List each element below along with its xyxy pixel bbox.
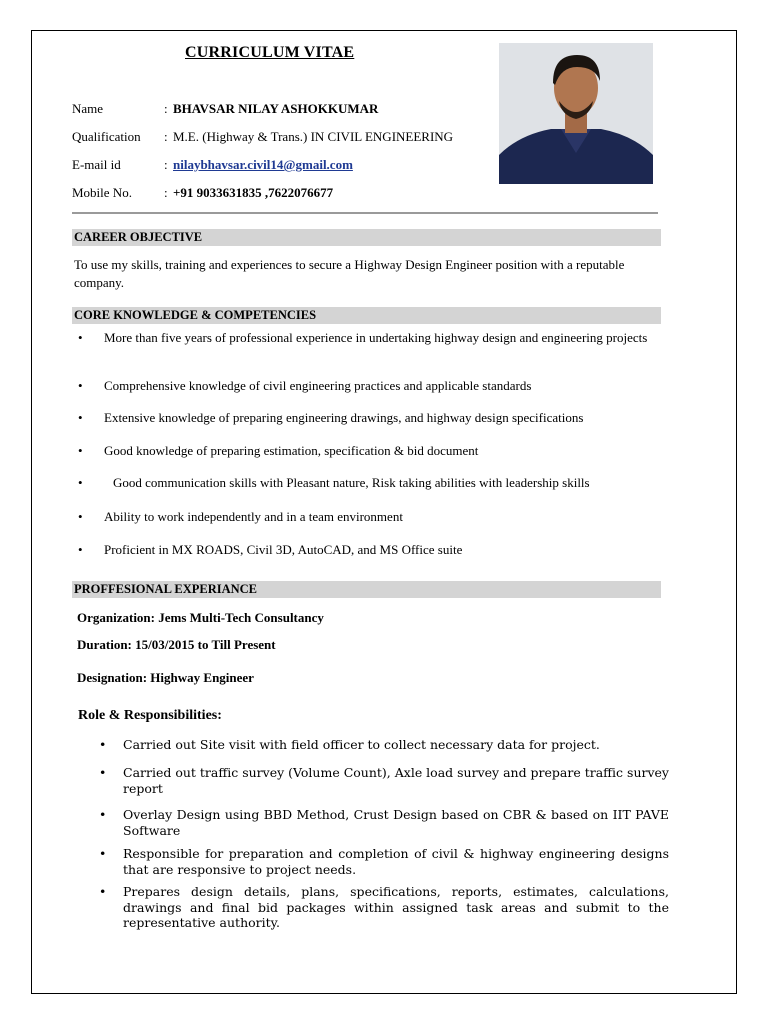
bullet-icon: •	[78, 330, 83, 345]
colon: :	[164, 101, 168, 116]
email-label: E-mail id	[72, 157, 121, 172]
mobile-label: Mobile No.	[72, 185, 132, 200]
bullet-icon: •	[99, 765, 107, 780]
bullet-icon: •	[78, 443, 83, 458]
career-objective-heading: CAREER OBJECTIVE	[72, 229, 661, 246]
bullet-icon: •	[78, 378, 83, 393]
document-title: CURRICULUM VITAE	[185, 44, 355, 61]
role-item-text: Prepares design details, plans, specifications, reports, estimates, calculations, drawings and final bid packages within assigned task areas and submit to the representative authority.	[123, 884, 669, 930]
colon: :	[164, 157, 168, 172]
bullet-icon: •	[99, 884, 107, 899]
core-item-text: Good knowledge of preparing estimation, specification & bid document	[104, 443, 479, 458]
core-item-text: Extensive knowledge of preparing engineering drawings, and highway design specifications	[104, 410, 584, 425]
name-label: Name	[72, 101, 104, 116]
qualification-label: Qualification	[72, 129, 141, 144]
person-portrait-icon	[499, 43, 653, 184]
core-item-text: Ability to work independently and in a team environment	[104, 509, 403, 524]
header-divider	[72, 212, 658, 214]
core-item-text: Comprehensive knowledge of civil engineering practices and applicable standards	[104, 378, 532, 393]
bullet-icon: •	[99, 737, 107, 752]
role-item-text: Overlay Design using BBD Method, Crust Design based on CBR & based on IIT PAVE Software	[123, 807, 669, 838]
role-item-text: Responsible for preparation and completion of civil & highway engineering designs that are responsive to project needs.	[123, 846, 669, 877]
organization: Organization: Jems Multi-Tech Consultancy	[77, 610, 324, 625]
career-objective-text: To use my skills, training and experiences to secure a Highway Design Engineer position with a reputable company.	[74, 257, 625, 290]
bullet-icon: •	[78, 410, 83, 425]
core-item-text: Proficient in MX ROADS, Civil 3D, AutoCAD, and MS Office suite	[104, 542, 463, 557]
bullet-icon: •	[78, 542, 83, 557]
name-value: BHAVSAR NILAY ASHOKKUMAR	[173, 101, 379, 116]
core-item-text: More than five years of professional experience in undertaking highway design and engineering projects	[104, 330, 648, 345]
bullet-icon: •	[99, 846, 107, 861]
core-item-text: Good communication skills with Pleasant nature, Risk taking abilities with leadership skills	[113, 475, 590, 490]
experience-heading: PROFFESIONAL EXPERIANCE	[72, 581, 661, 598]
core-knowledge-heading: CORE KNOWLEDGE & COMPETENCIES	[72, 307, 661, 324]
role-heading: Role & Responsibilities:	[78, 708, 222, 723]
duration: Duration: 15/03/2015 to Till Present	[77, 637, 276, 652]
email-link[interactable]: nilaybhavsar.civil14@gmail.com	[173, 157, 353, 172]
designation: Designation: Highway Engineer	[77, 670, 254, 685]
bullet-icon: •	[99, 807, 107, 822]
qualification-value: M.E. (Highway & Trans.) IN CIVIL ENGINEERING	[173, 129, 454, 144]
bullet-icon: •	[78, 509, 83, 524]
role-item-text: Carried out traffic survey (Volume Count), Axle load survey and prepare traffic survey report	[123, 765, 669, 796]
role-item-text: Carried out Site visit with field officer to collect necessary data for project.	[123, 737, 600, 752]
profile-photo	[499, 43, 653, 184]
colon: :	[164, 185, 168, 200]
bullet-icon: •	[78, 475, 83, 490]
colon: :	[164, 129, 168, 144]
mobile-value: +91 9033631835 ,7622076677	[173, 185, 334, 200]
